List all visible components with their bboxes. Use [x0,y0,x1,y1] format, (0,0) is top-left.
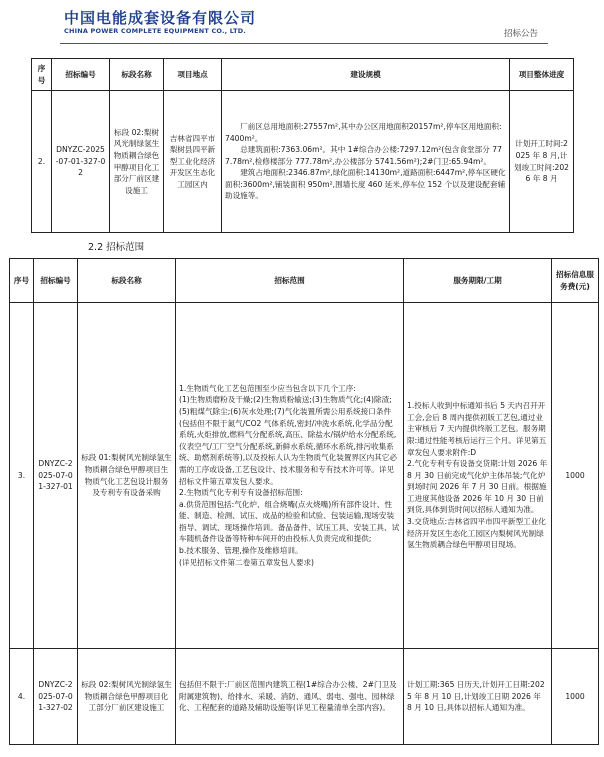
header-index: 序号 [32,59,52,91]
row-location: 吉林省四平市梨树县四平新型工业化经济开发区生态化工园区内 [164,91,222,233]
tender-scope-table [9,258,599,745]
document-type-label: 招标公告 [504,29,539,39]
header-fee: 招标信息服务费(元) [552,259,599,303]
scope-line: b.技术服务、管理,操作及维修培训。 [179,546,303,556]
scale-paragraph: 建筑占地面积:2346.87m²,绿化面积:14130m²,道路面积:6447m²,停车区硬化面积:3600m²,铺装面积 950m²,围墙长度 460 延米,停车位 152 个以及建设配套辅助设施等。 [225,168,506,201]
period-line: 1.投标人收到中标通知书后 5 天内召开开工会,会后 8 周内提供初版工艺包,通过业主审核后 7 天内提供终版工艺包。服务期限:通过性能考核后运行三个月。详见第五章发包人要求附件:D [407,401,547,457]
period-line: 计划工期:365 日历天,计划开工日期:2025 年 8 月 10 日,计划竣工日期 2026 年 8 月 10 日,具体以招标人通知为准。 [407,680,545,713]
row-code: DNYZC-2025-07-01-327-01 [34,303,78,649]
header-name: 标段名称 [110,59,164,91]
row-code: DNYZC-2025-07-01-327-02 [34,649,78,745]
table-header-row [10,259,599,303]
row-period [404,303,552,649]
row-progress: 计划开工时间:2025 年 8 月,计划竣工时间:2026 年 8 月 [510,91,574,233]
table-row [32,91,574,233]
section-title: 2.2 招标范围 [88,242,145,253]
row-section-name: 标段 02:梨树风光制绿氢生物质耦合绿色甲醇项目化工部分厂前区建设施工 [78,649,176,745]
table-row [10,303,599,649]
row-scope [176,303,404,649]
header-index: 序号 [10,259,34,303]
scope-line: 包括但不限于:厂前区范围内建筑工程(1#综合办公楼、2#门卫及附属建筑物)、给排水、采暖、消防、通风、弱电、强电、园林绿化、工程配套的道路及辅助设施等(详见工程量清单全部内容)。 [179,680,397,713]
scope-line: 2.生物质气化专利专有设备招标范围: [179,488,303,498]
row-index: 2. [32,91,52,233]
scope-line: a.供货范围包括:气化炉、组合烧嘴(点火烧嘴)所有部件设计、性能、制造、检测、试压、成品的检验和试验、包装运输,现场安装指导、调试、现场操作培训。备品备件、试压工具、安装工具、试车随机备件设备等特种车间开的由投标人负责完成和提供; [179,499,400,544]
header-scope: 招标范围 [176,259,404,303]
row-index: 3. [10,303,34,649]
table-header-row [32,59,574,91]
scope-line: (详见招标文件第二卷第五章发包人要求) [179,557,315,567]
row-fee: 1000 [552,303,599,649]
scope-line: (1)生物质磨粉及干燥;(2)生物质粉输送;(3)生物质气化;(4)除渣;(5)粗煤气除尘;(6)灰水处理;(7)气化装置所需公用系统接口条件(包括但不限于氮气/CO2 气体系统,密封/冲洗水系统,化学品分配系统,火炬排放,燃料气分配系统,高压、除盐水/锅炉给水分配系统,仪表空气/工厂空气分配系统,新鲜水系统,循环水系统,排污收集系统、助燃剂系统等),以及投标人认为生物质气化装置界区内其它必需的工序或设备,工艺包设计、技术服务和专有技术许可等。详见招标文件第五章发包人要求。 [179,395,397,486]
header-scale: 建设规模 [222,59,510,91]
header-period: 服务期限/工期 [404,259,552,303]
row-index: 4. [10,649,34,745]
header-name: 标段名称 [78,259,176,303]
row-scope [176,649,404,745]
row-fee: 1000 [552,649,599,745]
row-section-name: 标段 01:梨树风光制绿氢生物质耦合绿色甲醇项目生物质气化工艺包设计服务及专利专有设备采购 [78,303,176,649]
row-period [404,649,552,745]
row-section-name: 标段 02:梨树风光制绿氢生物质耦合绿色甲醇项目化工部分厂前区建设施工 [110,91,164,233]
period-line: 3.交货地点:吉林省四平市四平新型工业化经济开发区生态化工园区内梨树风光制绿氢生物质耦合绿色甲醇项目现场。 [407,517,546,550]
table-row [10,649,599,745]
construction-scale-table [31,58,574,233]
period-line: 2.气化专利专有设备交货期:计划 2026 年 8 月 30 日前完成气化炉主体吊装;气化炉到场时间 2026 年 7 月 30 日前。根据施工进度其他设备 2026 年 10 月 30 日前到货,具体到货时间以招标人通知为准。 [407,459,548,515]
header-progress: 项目整体进度 [510,59,574,91]
row-scale [222,91,510,233]
scale-paragraph: 厂前区总用地面积:27557m²,其中办公区用地面积20157m²,停车区用地面积:7400m²。 [225,121,502,143]
scale-paragraph: 总建筑面积:7363.06m²。其中 1#综合办公楼:7297.12m²(包含食堂部分 777.78m²,检修楼部分 777.78m²,办公楼部分 5741.56m²);2#门卫:65.94m²。 [225,145,502,166]
row-code: DNYZC-2025-07-01-327-02 [52,91,110,233]
header-code: 招标编号 [52,59,110,91]
company-logo-en: CHINA POWER COMPLETE EQUIPMENT CO., LTD. [64,27,246,35]
header-location: 项目地点 [164,59,222,91]
header-code: 招标编号 [34,259,78,303]
header-divider [60,43,548,44]
company-logo-cn: 中国电能成套设备有限公司 [64,9,257,27]
scope-line: 1.生物质气化工艺包范围至少应当包含以下几个工序: [179,383,356,393]
